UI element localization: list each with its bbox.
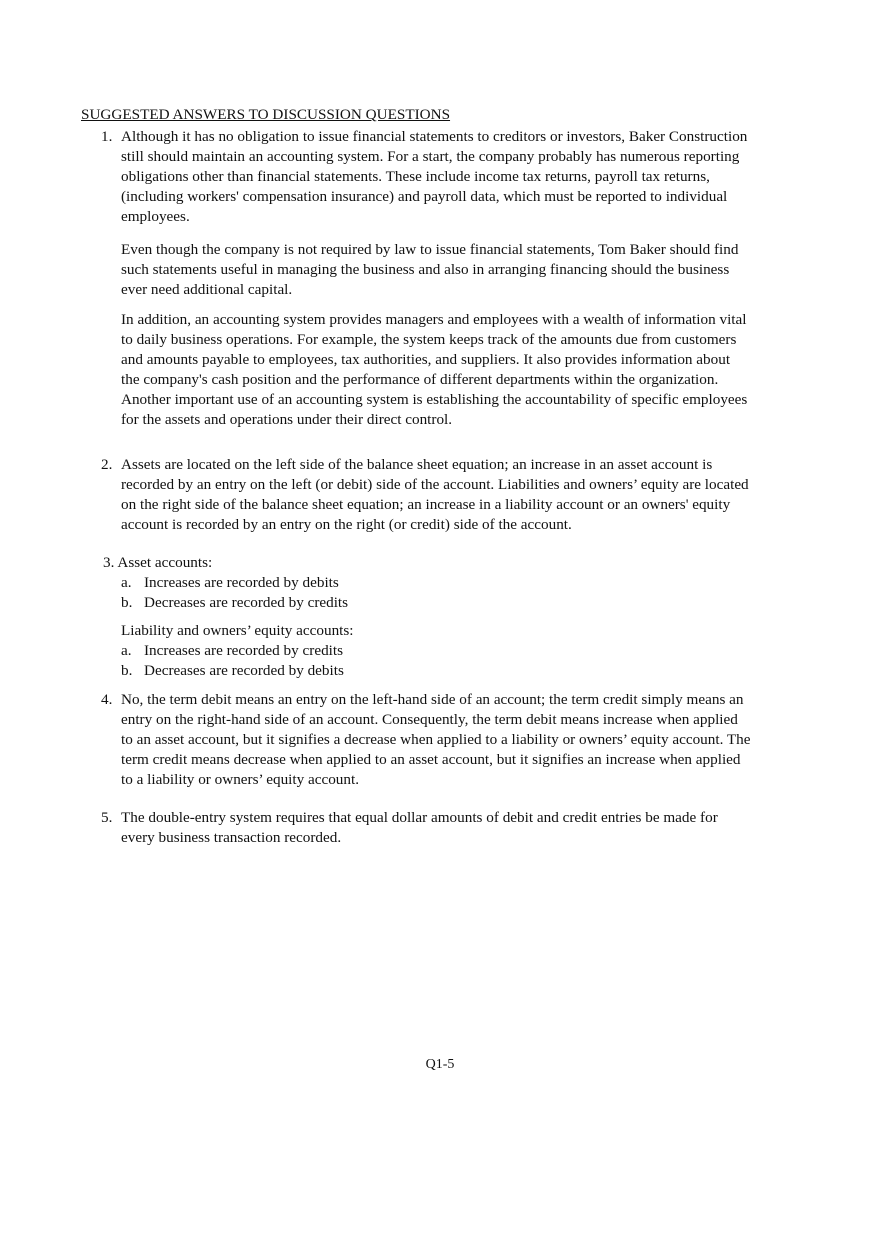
- section-heading: SUGGESTED ANSWERS TO DISCUSSION QUESTIONS: [81, 106, 451, 123]
- answer-paragraph: Even though the company is not required by law to issue financial statements, Tom Baker should find such statements useful in managing the business and also in arranging financing should the business ever need additional capital.: [121, 241, 739, 298]
- list-item: [121, 573, 753, 593]
- item-text: Decreases are recorded by credits: [144, 594, 349, 611]
- question-5-answer: [121, 808, 751, 848]
- question-2-answer: [121, 455, 751, 535]
- item-letter: b.: [121, 662, 133, 679]
- list-item: [121, 593, 753, 613]
- item-text: Decreases are recorded by debits: [144, 662, 344, 679]
- answer-paragraph: No, the term debit means an entry on the left-hand side of an account; the term credit simply means an entry on the right-hand side of an account. Consequently, the term debit means increase when applied to an asset account, but it signifies a decrease when applied to a liability or owners’ equity account. The term credit means decrease when applied to an asset account, but it signifies an increase when applied to a liability or owners’ equity account.: [121, 691, 751, 788]
- liability-accounts-list: [121, 641, 753, 681]
- question-5: [101, 808, 751, 848]
- question-number: 5.: [101, 809, 113, 826]
- question-1-answer: [121, 127, 751, 430]
- asset-accounts-list: [121, 573, 753, 641]
- question-4: [101, 690, 751, 790]
- item-text: Increases are recorded by credits: [144, 642, 344, 659]
- list-item: [121, 641, 753, 661]
- item-letter: b.: [121, 594, 133, 611]
- item-letter: a.: [121, 642, 132, 659]
- list-item: [121, 661, 753, 681]
- question-number: 1.: [101, 128, 113, 145]
- question-3-title: 3. Asset accounts:: [103, 554, 213, 571]
- question-3: [103, 553, 753, 681]
- question-1: [101, 127, 751, 430]
- question-number: 2.: [101, 456, 113, 473]
- answer-paragraph: Although it has no obligation to issue financial statements to creditors or investors, Baker Construction still should maintain an accounting system. For a start, the company probably has numerous reporting obligations other than financial statements. These include income tax returns, payroll tax returns, (including workers' compensation insurance) and payroll data, which must be reported to individual employees.: [121, 128, 748, 225]
- answer-paragraph: In addition, an accounting system provides managers and employees with a wealth of information vital to daily business operations. For example, the system keeps track of the amounts due from customers and amounts payable to employees, tax authorities, and suppliers. It also provides information about the company's cash position and the performance of different departments within the organization. Another important use of an accounting system is establishing the accountability of specific employees for the assets and operations under their direct control.: [121, 311, 748, 428]
- item-text: Increases are recorded by debits: [144, 574, 339, 591]
- question-number: 4.: [101, 691, 113, 708]
- item-letter: a.: [121, 574, 132, 591]
- question-2: [101, 455, 751, 535]
- liability-accounts-title: Liability and owners’ equity accounts:: [121, 622, 354, 639]
- question-4-answer: [121, 690, 751, 790]
- answer-paragraph: The double-entry system requires that equal dollar amounts of debit and credit entries be made for every business transaction recorded.: [121, 809, 718, 846]
- page-number: Q1-5: [425, 1057, 455, 1072]
- answer-paragraph: Assets are located on the left side of the balance sheet equation; an increase in an asset account is recorded by an entry on the left (or debit) side of the account. Liabilities and owners’ equity are located on the right side of the balance sheet equation; an increase in a liability account or an owners' equity account is recorded by an entry on the right (or credit) side of the account.: [121, 456, 749, 533]
